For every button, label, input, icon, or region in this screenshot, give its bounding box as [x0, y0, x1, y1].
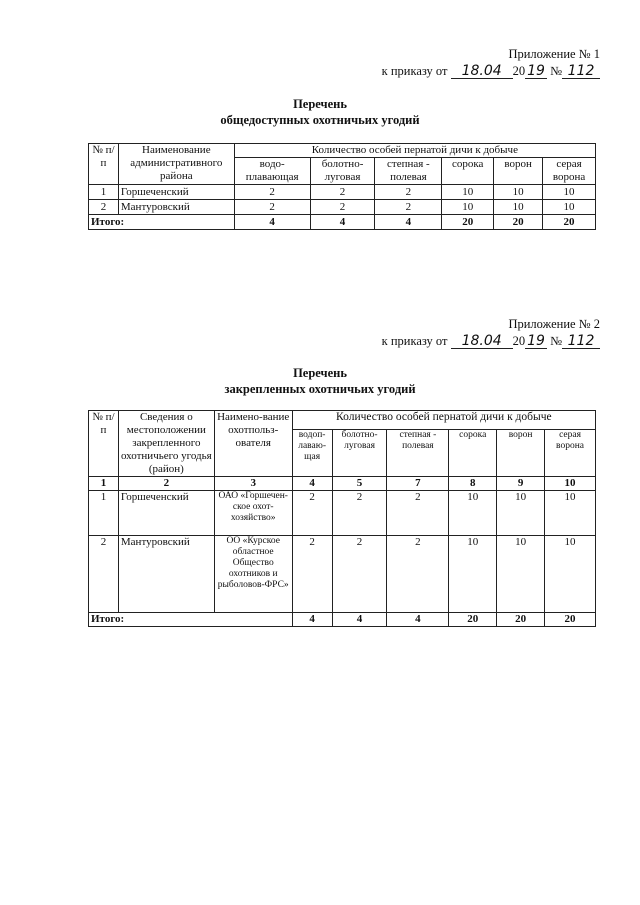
header-col-marsh: болотно-луговая	[332, 430, 387, 477]
row-value: 2	[310, 200, 375, 215]
order-prefix: к приказу от	[381, 334, 448, 348]
order-year: 19	[527, 63, 545, 79]
total-value: 20	[494, 215, 543, 230]
order-date: 18.04	[451, 64, 513, 79]
list-2-title-line-2: закрепленных охотничьих угодий	[224, 382, 416, 396]
total-row	[89, 613, 596, 627]
row-value: 2	[234, 185, 310, 200]
row-value: 2	[375, 200, 442, 215]
row-value: 2	[387, 491, 449, 536]
order-number: 112	[562, 64, 600, 79]
total-row	[89, 215, 596, 230]
row-location: Горшеченский	[118, 491, 214, 536]
list-1-title-line-2: общедоступных охотничьих угодий	[220, 113, 420, 127]
row-num: 2	[89, 536, 119, 613]
row-value: 2	[332, 491, 387, 536]
total-value: 4	[387, 613, 449, 627]
column-number: 5	[332, 477, 387, 491]
appendix-2-order-line	[382, 333, 600, 350]
header-col-marsh: болотно-луговая	[310, 158, 375, 185]
column-number: 1	[89, 477, 119, 491]
column-number: 3	[214, 477, 292, 491]
header-col-waterfowl: водоп-лаваю-щая	[292, 430, 332, 477]
row-value: 10	[545, 491, 596, 536]
column-number: 9	[497, 477, 545, 491]
row-value: 2	[234, 200, 310, 215]
row-num: 1	[89, 491, 119, 536]
row-value: 10	[543, 185, 596, 200]
row-value: 10	[494, 185, 543, 200]
row-district: Мантуровский	[118, 200, 234, 215]
list-1-title	[0, 96, 640, 128]
total-value: 20	[497, 613, 545, 627]
column-number: 2	[118, 477, 214, 491]
header-col-steppe: степная - полевая	[375, 158, 442, 185]
order-year: 19	[527, 333, 545, 349]
header-col-raven: ворон	[494, 158, 543, 185]
row-value: 2	[292, 491, 332, 536]
row-value: 10	[442, 185, 494, 200]
list-1-title-line-1: Перечень	[293, 97, 347, 111]
public-grounds-table	[88, 143, 596, 230]
row-value: 10	[494, 200, 543, 215]
total-value: 4	[310, 215, 375, 230]
row-value: 10	[543, 200, 596, 215]
list-2-title-line-1: Перечень	[293, 366, 347, 380]
year-prefix: 20	[512, 334, 526, 348]
total-value: 20	[442, 215, 494, 230]
row-value: 2	[310, 185, 375, 200]
appendix-1-order-line	[382, 63, 600, 80]
row-value: 10	[497, 536, 545, 613]
row-num: 2	[89, 200, 119, 215]
row-value: 10	[497, 491, 545, 536]
column-number: 8	[449, 477, 497, 491]
row-user: ОАО «Горшечен-ское охот-хозяйство»	[214, 491, 292, 536]
order-number: 112	[562, 334, 600, 349]
total-label: Итого:	[89, 613, 293, 627]
total-value: 4	[375, 215, 442, 230]
row-value: 2	[387, 536, 449, 613]
column-number-row	[89, 477, 596, 491]
year-prefix: 20	[512, 64, 526, 78]
list-2-title	[0, 365, 640, 397]
table-row	[89, 200, 596, 215]
header-game-count: Количество особей пернатой дичи к добыче	[292, 411, 595, 430]
row-district: Горшеченский	[118, 185, 234, 200]
header-col-raven: ворон	[497, 430, 545, 477]
appendix-2-title: Приложение № 2	[508, 317, 600, 331]
total-value: 4	[292, 613, 332, 627]
header-game-count: Количество особей пернатой дичи к добыче	[234, 144, 595, 158]
total-value: 20	[545, 613, 596, 627]
table-row	[89, 185, 596, 200]
row-value: 10	[545, 536, 596, 613]
column-number: 10	[545, 477, 596, 491]
total-value: 4	[332, 613, 387, 627]
appendix-1-header	[382, 46, 600, 80]
row-location: Мантуровский	[118, 536, 214, 613]
appendix-1-title: Приложение № 1	[508, 47, 600, 61]
header-col-crow: серая ворона	[543, 158, 596, 185]
table-row	[89, 491, 596, 536]
header-col-magpie: сорока	[449, 430, 497, 477]
number-prefix: №	[550, 334, 562, 348]
row-user: ОО «Курское областное Общество охотников и рыболовов-ФРС»	[214, 536, 292, 613]
row-value: 10	[449, 536, 497, 613]
row-value: 2	[375, 185, 442, 200]
appendix-2-header	[382, 316, 600, 350]
header-col-magpie: сорока	[442, 158, 494, 185]
header-num: № п/п	[89, 144, 119, 185]
order-date: 18.04	[451, 334, 513, 349]
total-value: 20	[449, 613, 497, 627]
total-value: 20	[543, 215, 596, 230]
row-value: 10	[442, 200, 494, 215]
row-value: 10	[449, 491, 497, 536]
row-num: 1	[89, 185, 119, 200]
assigned-grounds-table	[88, 410, 596, 627]
order-prefix: к приказу от	[381, 64, 448, 78]
header-col-waterfowl: водо-плавающая	[234, 158, 310, 185]
header-district: Наименование административного района	[118, 144, 234, 185]
header-col-steppe: степная - полевая	[387, 430, 449, 477]
total-value: 4	[234, 215, 310, 230]
header-num: № п/п	[89, 411, 119, 477]
header-user: Наимено-вание охотпольз-ователя	[214, 411, 292, 477]
header-col-crow: серая ворона	[545, 430, 596, 477]
table-row	[89, 536, 596, 613]
header-location: Сведения о местоположении закрепленного охотничьего угодья (район)	[118, 411, 214, 477]
row-value: 2	[292, 536, 332, 613]
row-value: 2	[332, 536, 387, 613]
column-number: 7	[387, 477, 449, 491]
number-prefix: №	[550, 64, 562, 78]
column-number: 4	[292, 477, 332, 491]
total-label: Итого:	[89, 215, 235, 230]
